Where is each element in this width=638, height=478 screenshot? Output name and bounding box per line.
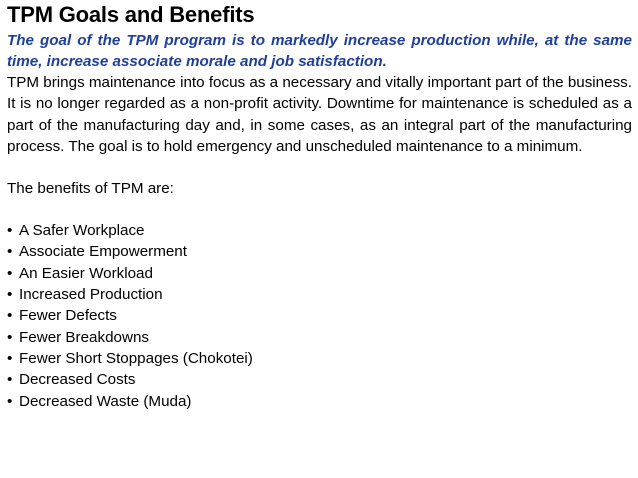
benefit-label: Associate Empowerment — [19, 243, 187, 261]
bullet-icon: • — [7, 243, 13, 261]
benefits-list — [7, 220, 632, 412]
spacer — [7, 157, 632, 178]
benefit-item — [7, 348, 632, 369]
benefit-item — [7, 220, 632, 241]
benefit-label: Fewer Short Stoppages (Chokotei) — [19, 349, 253, 367]
benefit-item — [7, 284, 632, 305]
benefits-intro: The benefits of TPM are: — [7, 180, 174, 198]
slide-title: TPM Goals and Benefits — [7, 2, 255, 27]
benefit-label: Increased Production — [19, 286, 163, 304]
bullet-icon: • — [7, 286, 13, 304]
bullet-icon: • — [7, 307, 13, 325]
bullet-icon: • — [7, 392, 13, 410]
benefit-label: An Easier Workload — [19, 264, 153, 282]
goal-statement: The goal of the TPM program is to markedly increase production while, at the same time, increase associate morale and job satisfaction. — [7, 32, 632, 70]
benefit-label: Fewer Defects — [19, 307, 117, 325]
benefit-item — [7, 263, 632, 284]
benefit-item — [7, 327, 632, 348]
benefit-label: Fewer Breakdowns — [19, 328, 149, 346]
bullet-icon: • — [7, 371, 13, 389]
spacer — [7, 199, 632, 220]
benefit-item — [7, 241, 632, 262]
benefit-label: Decreased Costs — [19, 371, 136, 389]
benefit-label: A Safer Workplace — [19, 222, 145, 240]
bullet-icon: • — [7, 264, 13, 282]
bullet-icon: • — [7, 328, 13, 346]
benefit-item — [7, 391, 632, 412]
benefit-item — [7, 369, 632, 390]
benefit-item — [7, 305, 632, 326]
tpm-description-paragraph: TPM brings maintenance into focus as a necessary and vitally important part of the business. It is no longer regarded as a non-profit activity. Downtime for maintenance is scheduled as a part of the manufacturing day and, in some cases, as an integral part of the manufacturing process. The goal is to hold emergency and unscheduled maintenance to a minimum. — [7, 74, 632, 155]
bullet-icon: • — [7, 349, 13, 367]
bullet-icon: • — [7, 222, 13, 240]
slide-content — [7, 2, 632, 412]
benefit-label: Decreased Waste (Muda) — [19, 392, 192, 410]
